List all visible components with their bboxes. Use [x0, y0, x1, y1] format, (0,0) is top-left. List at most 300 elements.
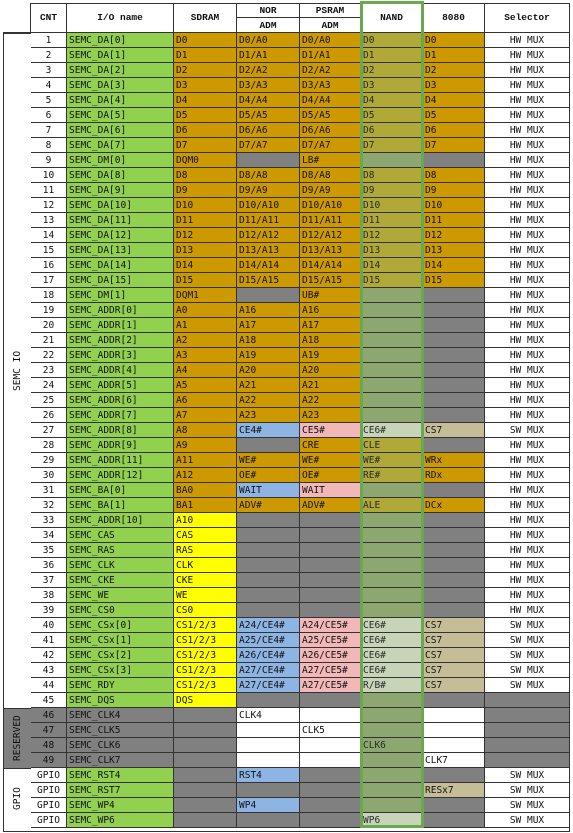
cell-selector	[485, 693, 570, 708]
cell-psram	[300, 543, 361, 558]
cell-nand	[361, 378, 423, 393]
cell-nor: D13/A13	[237, 243, 300, 258]
cell-nor: OE#	[237, 468, 300, 483]
cell-psram: WE#	[300, 453, 361, 468]
cell-nor: CLK4	[237, 708, 300, 723]
cell-8080: WRx	[423, 453, 485, 468]
cell-selector: HW MUX	[485, 63, 570, 78]
cell-nand	[361, 153, 423, 168]
cell-selector: SW MUX	[485, 783, 570, 798]
cell-psram	[300, 783, 361, 798]
cell-selector: HW MUX	[485, 483, 570, 498]
cell-psram: D14/A14	[300, 258, 361, 273]
cell-nand	[361, 558, 423, 573]
cell-selector: HW MUX	[485, 468, 570, 483]
cell-nor: A26/CE4#	[237, 648, 300, 663]
cell-selector	[485, 753, 570, 768]
cell-psram: D15/A15	[300, 273, 361, 288]
cell-io-name: SEMC_CSx[0]	[67, 618, 174, 633]
cell-nor: A25/CE4#	[237, 633, 300, 648]
cell-psram: D13/A13	[300, 243, 361, 258]
cell-8080: CS7	[423, 423, 485, 438]
cell-cnt: GPIO	[31, 813, 67, 828]
cell-nor	[237, 738, 300, 753]
cell-io-name: SEMC_ADDR[11]	[67, 453, 174, 468]
cell-io-name: SEMC_DA[12]	[67, 228, 174, 243]
cell-sdram: D11	[174, 213, 237, 228]
cell-selector: HW MUX	[485, 498, 570, 513]
cell-cnt: 2	[31, 48, 67, 63]
cell-sdram: CS1/2/3	[174, 663, 237, 678]
cell-io-name: SEMC_WP6	[67, 813, 174, 828]
cell-nor: D11/A11	[237, 213, 300, 228]
cell-io-name: SEMC_DA[3]	[67, 78, 174, 93]
cell-psram: A24/CE5#	[300, 618, 361, 633]
cell-8080: CS7	[423, 678, 485, 693]
header-nand: NAND	[361, 3, 423, 33]
cell-8080	[423, 288, 485, 303]
cell-psram	[300, 588, 361, 603]
cell-nand	[361, 318, 423, 333]
cell-nor: D2/A2	[237, 63, 300, 78]
cell-nand: CE6#	[361, 618, 423, 633]
cell-nor	[237, 783, 300, 798]
cell-cnt: 1	[31, 33, 67, 48]
cell-nor	[237, 543, 300, 558]
cell-psram: D2/A2	[300, 63, 361, 78]
cell-8080	[423, 408, 485, 423]
cell-io-name: SEMC_ADDR[12]	[67, 468, 174, 483]
cell-nand	[361, 543, 423, 558]
cell-io-name: SEMC_CSx[2]	[67, 648, 174, 663]
cell-8080	[423, 708, 485, 723]
cell-nor: D0/A0	[237, 33, 300, 48]
cell-psram	[300, 813, 361, 828]
cell-psram: A21	[300, 378, 361, 393]
cell-nor: A17	[237, 318, 300, 333]
header-nor: NOR	[237, 3, 300, 18]
cell-8080: RDx	[423, 468, 485, 483]
cell-cnt: 32	[31, 498, 67, 513]
cell-8080	[423, 588, 485, 603]
header-8080: 8080	[423, 3, 485, 33]
cell-psram: D5/A5	[300, 108, 361, 123]
cell-nor: CE4#	[237, 423, 300, 438]
cell-selector: SW MUX	[485, 768, 570, 783]
cell-sdram: RAS	[174, 543, 237, 558]
cell-cnt: 20	[31, 318, 67, 333]
cell-8080	[423, 768, 485, 783]
group-label: SEMC IO	[3, 33, 31, 708]
cell-io-name: SEMC_ADDR[10]	[67, 513, 174, 528]
cell-8080	[423, 348, 485, 363]
cell-io-name: SEMC_CAS	[67, 528, 174, 543]
cell-sdram	[174, 783, 237, 798]
cell-nor	[237, 753, 300, 768]
cell-sdram: A8	[174, 423, 237, 438]
cell-nor: A24/CE4#	[237, 618, 300, 633]
cell-8080: D3	[423, 78, 485, 93]
cell-8080	[423, 438, 485, 453]
cell-8080	[423, 798, 485, 813]
cell-8080: CS7	[423, 618, 485, 633]
cell-io-name: SEMC_BA[1]	[67, 498, 174, 513]
cell-nand: D10	[361, 198, 423, 213]
cell-io-name: SEMC_CLK	[67, 558, 174, 573]
cell-psram	[300, 528, 361, 543]
cell-8080	[423, 393, 485, 408]
cell-nor	[237, 153, 300, 168]
cell-nand: ALE	[361, 498, 423, 513]
cell-cnt: 19	[31, 303, 67, 318]
header-sdram: SDRAM	[174, 3, 237, 33]
cell-selector: HW MUX	[485, 213, 570, 228]
cell-sdram: A1	[174, 318, 237, 333]
cell-io-name: SEMC_ADDR[9]	[67, 438, 174, 453]
cell-selector: HW MUX	[485, 108, 570, 123]
cell-selector: HW MUX	[485, 588, 570, 603]
cell-nor: A16	[237, 303, 300, 318]
cell-cnt: 47	[31, 723, 67, 738]
cell-nor: A27/CE4#	[237, 663, 300, 678]
cell-cnt: 45	[31, 693, 67, 708]
cell-selector: HW MUX	[485, 603, 570, 618]
cell-selector: HW MUX	[485, 453, 570, 468]
cell-cnt: 44	[31, 678, 67, 693]
cell-8080: D7	[423, 138, 485, 153]
cell-nand: D2	[361, 63, 423, 78]
cell-sdram: A3	[174, 348, 237, 363]
cell-cnt: 18	[31, 288, 67, 303]
cell-psram	[300, 753, 361, 768]
cell-psram: D12/A12	[300, 228, 361, 243]
cell-nor: A19	[237, 348, 300, 363]
cell-psram: CE5#	[300, 423, 361, 438]
cell-selector: SW MUX	[485, 663, 570, 678]
cell-nor: D8/A8	[237, 168, 300, 183]
cell-selector: HW MUX	[485, 153, 570, 168]
cell-cnt: 37	[31, 573, 67, 588]
cell-sdram	[174, 798, 237, 813]
cell-cnt: GPIO	[31, 783, 67, 798]
cell-nor: A27/CE4#	[237, 678, 300, 693]
cell-sdram: D10	[174, 198, 237, 213]
cell-nor	[237, 693, 300, 708]
cell-selector: HW MUX	[485, 123, 570, 138]
cell-cnt: 26	[31, 408, 67, 423]
cell-sdram	[174, 753, 237, 768]
cell-cnt: 17	[31, 273, 67, 288]
cell-selector: SW MUX	[485, 798, 570, 813]
cell-nand	[361, 288, 423, 303]
cell-sdram: CLK	[174, 558, 237, 573]
cell-selector: HW MUX	[485, 48, 570, 63]
cell-psram: A16	[300, 303, 361, 318]
cell-nand: D1	[361, 48, 423, 63]
cell-selector: HW MUX	[485, 288, 570, 303]
cell-cnt: 16	[31, 258, 67, 273]
cell-selector: SW MUX	[485, 648, 570, 663]
cell-psram: D0/A0	[300, 33, 361, 48]
cell-selector	[485, 738, 570, 753]
cell-psram: WAIT	[300, 483, 361, 498]
cell-psram: A25/CE5#	[300, 633, 361, 648]
cell-8080	[423, 333, 485, 348]
cell-selector: HW MUX	[485, 528, 570, 543]
cell-sdram: A12	[174, 468, 237, 483]
cell-sdram: D0	[174, 33, 237, 48]
cell-io-name: SEMC_DA[9]	[67, 183, 174, 198]
cell-nand: D15	[361, 273, 423, 288]
cell-sdram: CS1/2/3	[174, 618, 237, 633]
cell-cnt: 9	[31, 153, 67, 168]
cell-io-name: SEMC_BA[0]	[67, 483, 174, 498]
cell-selector: HW MUX	[485, 408, 570, 423]
cell-sdram: D9	[174, 183, 237, 198]
group-label: RESERVED	[3, 708, 31, 768]
cell-nor: D5/A5	[237, 108, 300, 123]
cell-selector: HW MUX	[485, 78, 570, 93]
cell-psram: D4/A4	[300, 93, 361, 108]
cell-nor	[237, 288, 300, 303]
cell-selector: HW MUX	[485, 273, 570, 288]
cell-8080: CS7	[423, 648, 485, 663]
cell-8080: D5	[423, 108, 485, 123]
cell-sdram: A7	[174, 408, 237, 423]
cell-io-name: SEMC_DA[8]	[67, 168, 174, 183]
cell-nand	[361, 693, 423, 708]
cell-psram: A27/CE5#	[300, 663, 361, 678]
cell-io-name: SEMC_WE	[67, 588, 174, 603]
cell-selector: HW MUX	[485, 168, 570, 183]
cell-nor: A18	[237, 333, 300, 348]
cell-nand	[361, 303, 423, 318]
cell-nor: D1/A1	[237, 48, 300, 63]
cell-nor: WE#	[237, 453, 300, 468]
cell-psram	[300, 558, 361, 573]
cell-selector: SW MUX	[485, 618, 570, 633]
cell-8080	[423, 318, 485, 333]
cell-sdram: D3	[174, 78, 237, 93]
cell-8080: D4	[423, 93, 485, 108]
cell-8080	[423, 543, 485, 558]
cell-cnt: 48	[31, 738, 67, 753]
cell-psram: D8/A8	[300, 168, 361, 183]
cell-io-name: SEMC_RDY	[67, 678, 174, 693]
cell-sdram: CS0	[174, 603, 237, 618]
cell-io-name: SEMC_DA[13]	[67, 243, 174, 258]
cell-nor: D3/A3	[237, 78, 300, 93]
cell-selector: HW MUX	[485, 438, 570, 453]
cell-cnt: 33	[31, 513, 67, 528]
cell-8080: D6	[423, 123, 485, 138]
header-nor-adm: ADM	[237, 18, 300, 33]
header-psram-adm: ADM	[300, 18, 361, 33]
cell-8080	[423, 528, 485, 543]
cell-selector: HW MUX	[485, 183, 570, 198]
cell-nor	[237, 438, 300, 453]
cell-nor: A22	[237, 393, 300, 408]
cell-sdram	[174, 708, 237, 723]
cell-io-name: SEMC_ADDR[6]	[67, 393, 174, 408]
cell-8080: RESx7	[423, 783, 485, 798]
cell-cnt: 42	[31, 648, 67, 663]
cell-cnt: 3	[31, 63, 67, 78]
cell-psram: A23	[300, 408, 361, 423]
cell-cnt: 25	[31, 393, 67, 408]
cell-nand	[361, 363, 423, 378]
cell-nand	[361, 528, 423, 543]
cell-io-name: SEMC_ADDR[5]	[67, 378, 174, 393]
cell-sdram	[174, 813, 237, 828]
cell-nor: A20	[237, 363, 300, 378]
cell-selector: HW MUX	[485, 138, 570, 153]
cell-io-name: SEMC_DA[6]	[67, 123, 174, 138]
cell-nor: A23	[237, 408, 300, 423]
cell-nand: CE6#	[361, 648, 423, 663]
cell-sdram: D6	[174, 123, 237, 138]
cell-selector: HW MUX	[485, 363, 570, 378]
cell-8080	[423, 558, 485, 573]
cell-psram: A18	[300, 333, 361, 348]
cell-psram: CLK5	[300, 723, 361, 738]
cell-nor	[237, 528, 300, 543]
cell-sdram: A9	[174, 438, 237, 453]
cell-8080: D8	[423, 168, 485, 183]
cell-8080: D10	[423, 198, 485, 213]
cell-cnt: 14	[31, 228, 67, 243]
cell-nor: D15/A15	[237, 273, 300, 288]
cell-selector: HW MUX	[485, 348, 570, 363]
cell-selector: HW MUX	[485, 258, 570, 273]
cell-sdram: BA0	[174, 483, 237, 498]
cell-cnt: 46	[31, 708, 67, 723]
cell-psram	[300, 798, 361, 813]
cell-selector: SW MUX	[485, 633, 570, 648]
cell-nand: CE6#	[361, 633, 423, 648]
cell-sdram: D14	[174, 258, 237, 273]
cell-nor	[237, 513, 300, 528]
cell-psram: LB#	[300, 153, 361, 168]
cell-io-name: SEMC_RAS	[67, 543, 174, 558]
cell-cnt: 41	[31, 633, 67, 648]
cell-cnt: 43	[31, 663, 67, 678]
cell-8080: CS7	[423, 663, 485, 678]
cell-sdram: CS1/2/3	[174, 633, 237, 648]
cell-nand: D0	[361, 33, 423, 48]
cell-nor: D12/A12	[237, 228, 300, 243]
cell-psram	[300, 708, 361, 723]
cell-selector: HW MUX	[485, 303, 570, 318]
cell-io-name: SEMC_ADDR[7]	[67, 408, 174, 423]
cell-selector: SW MUX	[485, 813, 570, 828]
cell-psram: D1/A1	[300, 48, 361, 63]
cell-io-name: SEMC_DA[10]	[67, 198, 174, 213]
cell-sdram: CS1/2/3	[174, 648, 237, 663]
pin-mux-table	[3, 3, 570, 832]
cell-nor: D9/A9	[237, 183, 300, 198]
cell-nor: WAIT	[237, 483, 300, 498]
cell-psram	[300, 768, 361, 783]
cell-8080: D0	[423, 33, 485, 48]
cell-io-name: SEMC_CSx[1]	[67, 633, 174, 648]
cell-cnt: 4	[31, 78, 67, 93]
cell-sdram: D8	[174, 168, 237, 183]
cell-io-name: SEMC_DA[2]	[67, 63, 174, 78]
cell-nand	[361, 768, 423, 783]
cell-psram: D9/A9	[300, 183, 361, 198]
cell-cnt: 29	[31, 453, 67, 468]
cell-nor	[237, 573, 300, 588]
header-blank	[3, 3, 31, 33]
cell-nor: D6/A6	[237, 123, 300, 138]
cell-sdram: D13	[174, 243, 237, 258]
cell-8080	[423, 738, 485, 753]
cell-sdram: BA1	[174, 498, 237, 513]
cell-nand: WP6	[361, 813, 423, 828]
cell-nand: WE#	[361, 453, 423, 468]
cell-cnt: 38	[31, 588, 67, 603]
cell-io-name: SEMC_ADDR[2]	[67, 333, 174, 348]
cell-sdram: CAS	[174, 528, 237, 543]
cell-sdram: A6	[174, 393, 237, 408]
cell-psram: D10/A10	[300, 198, 361, 213]
cell-sdram: CS1/2/3	[174, 678, 237, 693]
cell-nor: D4/A4	[237, 93, 300, 108]
cell-cnt: 22	[31, 348, 67, 363]
cell-nor: RST4	[237, 768, 300, 783]
cell-psram: D11/A11	[300, 213, 361, 228]
cell-selector: SW MUX	[485, 678, 570, 693]
cell-nand	[361, 753, 423, 768]
cell-cnt: 28	[31, 438, 67, 453]
cell-io-name: SEMC_DA[5]	[67, 108, 174, 123]
cell-8080	[423, 693, 485, 708]
cell-selector: HW MUX	[485, 228, 570, 243]
cell-selector: HW MUX	[485, 243, 570, 258]
cell-nor: D14/A14	[237, 258, 300, 273]
cell-io-name: SEMC_DM[0]	[67, 153, 174, 168]
group-label: GPIO	[3, 768, 31, 828]
cell-selector: SW MUX	[485, 423, 570, 438]
cell-psram: OE#	[300, 468, 361, 483]
cell-cnt: 7	[31, 123, 67, 138]
cell-8080	[423, 153, 485, 168]
cell-sdram: A4	[174, 363, 237, 378]
cell-nand	[361, 723, 423, 738]
cell-sdram	[174, 768, 237, 783]
cell-cnt: 30	[31, 468, 67, 483]
cell-selector: HW MUX	[485, 318, 570, 333]
cell-psram	[300, 738, 361, 753]
cell-nor	[237, 588, 300, 603]
cell-nand: CE6#	[361, 423, 423, 438]
cell-psram	[300, 513, 361, 528]
cell-psram	[300, 603, 361, 618]
cell-sdram: D4	[174, 93, 237, 108]
cell-8080	[423, 483, 485, 498]
cell-nand: R/B#	[361, 678, 423, 693]
cell-io-name: SEMC_ADDR[4]	[67, 363, 174, 378]
cell-sdram: DQS	[174, 693, 237, 708]
cell-8080: CS7	[423, 633, 485, 648]
cell-io-name: SEMC_ADDR[3]	[67, 348, 174, 363]
cell-psram: UB#	[300, 288, 361, 303]
cell-psram	[300, 693, 361, 708]
header-psram: PSRAM	[300, 3, 361, 18]
cell-io-name: SEMC_CS0	[67, 603, 174, 618]
cell-nand: D6	[361, 123, 423, 138]
